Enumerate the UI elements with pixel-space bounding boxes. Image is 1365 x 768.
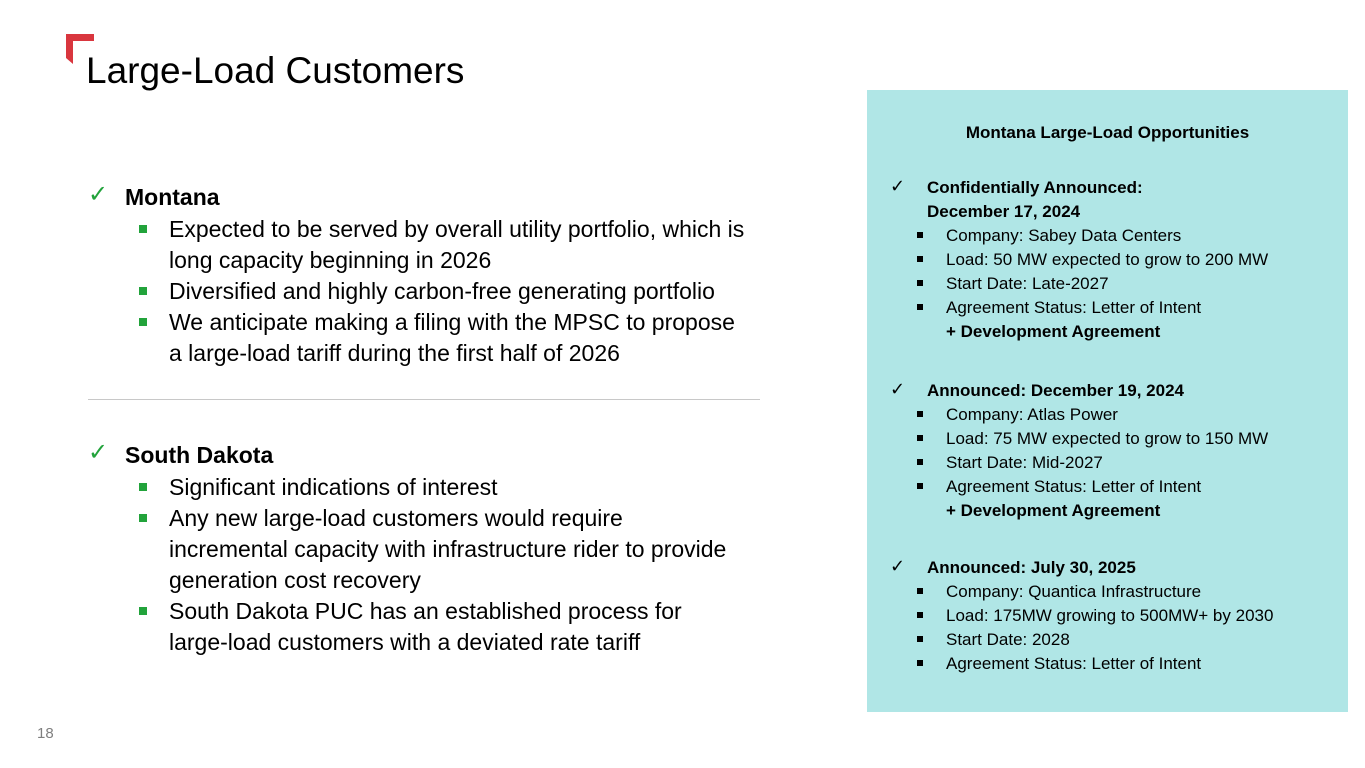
group-heading: [890, 176, 1340, 224]
item-text: Load: 175MW growing to 500MW+ by 2030: [946, 606, 1274, 625]
list-item: [88, 596, 828, 658]
green-square-bullet-icon: [139, 483, 147, 491]
list-item: [890, 451, 1340, 475]
item-text: Agreement Status: Letter of Intent: [946, 654, 1202, 673]
list-item: [88, 307, 828, 369]
item-text: Agreement Status: Letter of Intent: [946, 298, 1202, 317]
green-square-bullet-icon: [139, 514, 147, 522]
item-text: Start Date: Late-2027: [946, 274, 1109, 293]
list-item: [890, 224, 1340, 248]
group-heading: [890, 379, 1340, 403]
list-item: [890, 403, 1340, 427]
green-square-bullet-icon: [139, 607, 147, 615]
square-bullet-icon: [917, 280, 923, 286]
south-dakota-bullets: [88, 472, 828, 658]
list-item: [88, 214, 828, 276]
south-dakota-section: [88, 440, 828, 658]
opportunity-group-quantica: [890, 556, 1340, 676]
south-dakota-heading-row: [88, 440, 828, 470]
item-text: Load: 50 MW expected to grow to 200 MW: [946, 250, 1269, 269]
item-text: Company: Quantica Infrastructure: [946, 582, 1202, 601]
checkmark-icon: ✓: [88, 439, 109, 466]
item-extra: + Development Agreement: [946, 322, 1161, 341]
list-item: [88, 472, 828, 503]
bullet-line: Significant indications of interest: [169, 474, 498, 500]
bullet-line: generation cost recovery: [169, 567, 421, 593]
montana-heading: Montana: [125, 184, 220, 210]
bullet-line: Any new large-load customers would require: [169, 505, 623, 531]
green-square-bullet-icon: [139, 287, 147, 295]
square-bullet-icon: [917, 459, 923, 465]
opportunity-group-sabey: [890, 176, 1340, 344]
checkmark-icon: ✓: [88, 181, 109, 208]
bullet-line: Expected to be served by overall utility portfolio, which is: [169, 216, 745, 242]
square-bullet-icon: [917, 483, 923, 489]
list-item: [890, 272, 1340, 296]
group-items: [890, 224, 1340, 344]
list-item: [890, 475, 1340, 523]
square-bullet-icon: [917, 304, 923, 310]
bullet-line: long capacity beginning in 2026: [169, 247, 492, 273]
list-item: [890, 652, 1340, 676]
montana-bullets: [88, 214, 828, 369]
south-dakota-heading: South Dakota: [125, 442, 274, 468]
square-bullet-icon: [917, 411, 923, 417]
slide-title: Large-Load Customers: [86, 50, 465, 91]
page-number: 18: [37, 725, 54, 742]
bullet-line: a large-load tariff during the first half of 2026: [169, 340, 620, 366]
list-item: [890, 296, 1340, 344]
item-extra: + Development Agreement: [946, 501, 1161, 520]
item-text: Company: Atlas Power: [946, 405, 1118, 424]
square-bullet-icon: [917, 588, 923, 594]
bullet-line: large-load customers with a deviated rate tariff: [169, 629, 641, 655]
square-bullet-icon: [917, 256, 923, 262]
group-items: [890, 580, 1340, 676]
montana-section: [88, 182, 828, 369]
group-heading-line: Announced: December 19, 2024: [927, 381, 1184, 400]
opportunity-group-atlas: [890, 379, 1340, 523]
green-square-bullet-icon: [139, 225, 147, 233]
square-bullet-icon: [917, 660, 923, 666]
group-items: [890, 403, 1340, 523]
list-item: [88, 503, 828, 596]
list-item: [890, 628, 1340, 652]
checkmark-icon: ✓: [890, 176, 906, 196]
item-text: Agreement Status: Letter of Intent: [946, 477, 1202, 496]
square-bullet-icon: [917, 636, 923, 642]
list-item: [88, 276, 828, 307]
checkmark-icon: ✓: [890, 556, 906, 576]
green-square-bullet-icon: [139, 318, 147, 326]
montana-heading-row: [88, 182, 828, 212]
square-bullet-icon: [917, 232, 923, 238]
list-item: [890, 427, 1340, 451]
group-heading: [890, 556, 1340, 580]
item-text: Company: Sabey Data Centers: [946, 226, 1182, 245]
checkmark-icon: ✓: [890, 379, 906, 399]
item-text: Load: 75 MW expected to grow to 150 MW: [946, 429, 1269, 448]
list-item: [890, 604, 1340, 628]
square-bullet-icon: [917, 435, 923, 441]
panel-title: Montana Large-Load Opportunities: [965, 123, 1250, 142]
square-bullet-icon: [917, 612, 923, 618]
bullet-line: We anticipate making a filing with the MPSC to propose: [169, 309, 735, 335]
list-item: [890, 248, 1340, 272]
group-heading-line: Announced: July 30, 2025: [927, 558, 1136, 577]
item-text: Start Date: Mid-2027: [946, 453, 1103, 472]
group-heading-line: Confidentially Announced:: [927, 178, 1143, 197]
group-heading-line: December 17, 2024: [927, 202, 1081, 221]
section-divider: [88, 399, 760, 400]
bullet-line: Diversified and highly carbon-free generating portfolio: [169, 278, 715, 304]
list-item: [890, 580, 1340, 604]
item-text: Start Date: 2028: [946, 630, 1070, 649]
bullet-line: South Dakota PUC has an established process for: [169, 598, 682, 624]
bullet-line: incremental capacity with infrastructure rider to provide: [169, 536, 727, 562]
